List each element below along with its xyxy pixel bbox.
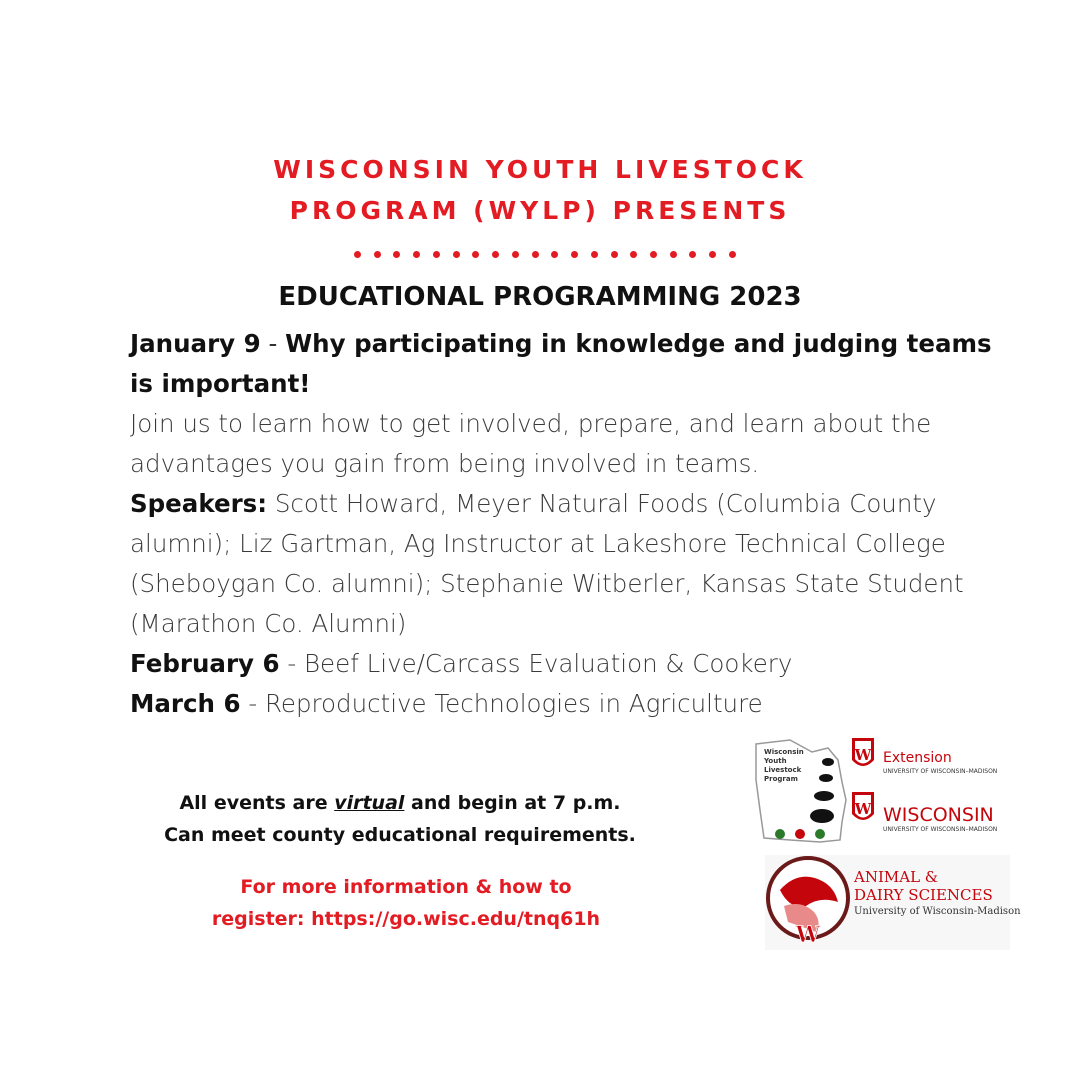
svg-text:Program: Program [764, 775, 798, 783]
svg-text:UNIVERSITY OF WISCONSIN–MADISO: UNIVERSITY OF WISCONSIN–MADISON [883, 826, 998, 833]
svg-text:DAIRY SCIENCES: DAIRY SCIENCES [854, 886, 993, 904]
animal-silhouette [819, 774, 833, 782]
page-title: EDUCATIONAL PROGRAMMING 2023 [278, 282, 802, 312]
info-line-1: For more information & how to [240, 876, 572, 898]
requirements-note: Can meet county educational requirements. [164, 824, 636, 846]
animal-dairy-sciences-logo [765, 855, 1021, 950]
svg-text:ANIMAL &: ANIMAL & [854, 868, 939, 886]
event-date: February 6 [130, 649, 280, 678]
logo-svg [750, 730, 1040, 960]
badge-icon [795, 829, 805, 839]
svg-text:WISCONSIN: WISCONSIN [883, 804, 994, 826]
svg-text:Extension: Extension [883, 750, 952, 766]
event-description: Join us to learn how to get involved, prepare, and learn about the advantages you gain from being involved in teams. [130, 409, 932, 478]
event-topic: Why participating in knowledge and judging teams is important! [130, 329, 992, 398]
logo-block [750, 730, 1040, 960]
badge-icon [775, 829, 785, 839]
svg-text:W: W [795, 922, 821, 948]
event-topic: Reproductive Technologies in Agriculture [264, 689, 763, 718]
dot-divider [354, 251, 736, 263]
event-february: February 6 - Beef Live/Carcass Evaluation & Cookery [130, 649, 793, 678]
event-date: March 6 [130, 689, 241, 718]
virtual-note: All events are virtual and begin at 7 p.m. [179, 792, 621, 814]
event-list [130, 324, 1010, 724]
speakers-label: Speakers: [130, 489, 268, 518]
animal-silhouette [822, 758, 834, 766]
headline-line-2: PROGRAM (WYLP) PRESENTS [289, 196, 791, 225]
wylp-logo [756, 740, 846, 842]
svg-text:University of Wisconsin-Madiso: University of Wisconsin-Madison [854, 906, 1021, 917]
event-speakers: Speakers: Scott Howard, Meyer Natural Foods (Columbia County alumni); Liz Gartman, Ag Instructor at Lakeshore Technical College (Sheboygan Co. alumni); Stephanie Witberler, Kansas State Student (Marathon Co. Alumni) [130, 489, 964, 638]
info-line-2[interactable]: register: https://go.wisc.edu/tnq61h [211, 908, 601, 930]
extension-logo [852, 738, 997, 775]
svg-text:W: W [854, 800, 872, 818]
svg-text:Youth: Youth [764, 757, 787, 765]
svg-text:W: W [854, 746, 872, 764]
headline-line-1: WISCONSIN YOUTH LIVESTOCK [273, 155, 807, 184]
badge-icon [815, 829, 825, 839]
event-january: January 9 - Why participating in knowledge and judging teams is important! [130, 329, 992, 398]
svg-text:UNIVERSITY OF WISCONSIN–MADISO: UNIVERSITY OF WISCONSIN–MADISON [883, 768, 998, 775]
event-topic: Beef Live/Carcass Evaluation & Cookery [304, 649, 793, 678]
animal-silhouette [810, 809, 834, 823]
svg-text:Wisconsin: Wisconsin [764, 748, 804, 756]
event-date: January 9 [130, 329, 261, 358]
animal-silhouette [814, 791, 834, 801]
wisconsin-logo [852, 792, 997, 833]
svg-text:Livestock: Livestock [764, 766, 802, 774]
event-march: March 6 - Reproductive Technologies in Agriculture [130, 689, 763, 718]
